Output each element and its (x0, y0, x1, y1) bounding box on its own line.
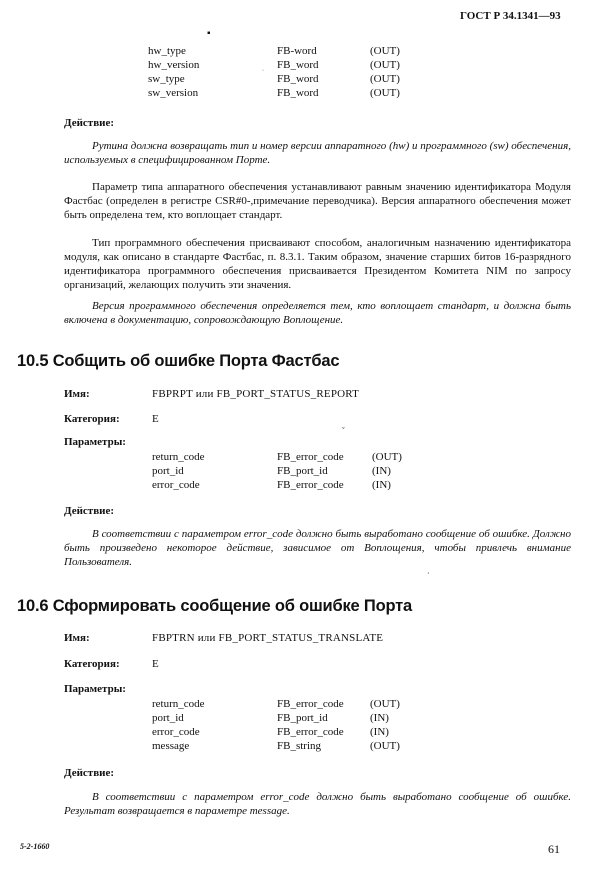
param-name: port_id (152, 712, 184, 724)
section-heading: 10.6 Сформировать сообщение об ошибке Порта (17, 597, 412, 615)
paragraph: Тип программного обеспечения присваивают способом, аналогичным назначению идентификатора модуля, как описано в стандарте Фастбас, п. 8.3.1. Таким образом, значение старших битов 16-разрядного идентификатора программного обеспечения присваивается Президентом Комитета NIM по запросу организаций, желающих получить эти значения. (64, 237, 571, 291)
param-name: hw_version (148, 59, 200, 71)
category-value: E (152, 413, 159, 425)
action-text: Рутина должна возвращать тип и номер версии аппаратного (hw) и программного (sw) обеспечения, используемых в специфицированном Порте. (64, 140, 571, 166)
params-label: Параметры: (64, 683, 126, 695)
paragraph-italic: Версия программного обеспечения определяется тем, кто воплощает стандарт, и должна быть включена в документацию, сопровождающую Воплощение. (64, 300, 571, 326)
param-dir: (OUT) (370, 87, 400, 99)
scan-speck: · (427, 569, 430, 578)
param-name: return_code (152, 451, 205, 463)
name-label: Имя: (64, 632, 90, 644)
param-dir: (IN) (372, 465, 391, 477)
param-type: FB_word (277, 59, 319, 71)
section-heading: 10.5 Собщить об ошибке Порта Фастбас (17, 352, 340, 370)
param-type: FB_error_code (277, 451, 344, 463)
footer-print-code: 5-2-1660 (20, 842, 50, 851)
params-label: Параметры: (64, 436, 126, 448)
scan-speck: ˇ (342, 426, 345, 435)
scan-speck: ▪ (207, 28, 211, 39)
name-value: FBPTRN или FB_PORT_STATUS_TRANSLATE (152, 632, 384, 644)
paragraph: Параметр типа аппаратного обеспечения устанавливают равным значению идентификатора Модуля Фастбас (определен в регистре CSR#0-,примечание переводчика). Версия аппаратного обеспечения может быть определена тем, кто воплощает стандарт. (64, 181, 571, 221)
param-name: sw_version (148, 87, 199, 99)
action-label: Действие: (64, 767, 115, 779)
param-dir: (IN) (370, 726, 389, 738)
category-label: Категория: (64, 658, 120, 670)
page-number: 61 (548, 842, 560, 856)
param-name: hw_type (148, 45, 186, 57)
action-text: В соответствии с параметром error_code должно быть выработано сообщение об ошибке. Должно быть произведено некоторое действие, зависимое от Воплощения, чтобы привлечь внимание Пользователя. (64, 528, 571, 568)
param-type: FB_string (277, 740, 322, 752)
param-dir: (OUT) (370, 740, 400, 752)
param-name: message (152, 740, 190, 752)
param-dir: (OUT) (370, 73, 400, 85)
param-dir: (IN) (372, 479, 391, 491)
param-dir: (OUT) (370, 698, 400, 710)
param-name: sw_type (148, 73, 185, 85)
param-type: FB_word (277, 87, 319, 99)
param-dir: (OUT) (370, 59, 400, 71)
document-header: ГОСТ Р 34.1341—93 (460, 10, 561, 22)
category-label: Категория: (64, 413, 120, 425)
action-text: В соответствии с параметром error_code должно быть выработано сообщение об ошибке. Результат возвращается в параметре message. (64, 791, 571, 817)
param-type: FB_port_id (277, 465, 328, 477)
param-dir: (OUT) (372, 451, 402, 463)
param-type: FB_error_code (277, 479, 344, 491)
param-dir: (IN) (370, 712, 389, 724)
param-name: return_code (152, 698, 205, 710)
param-type: FB_error_code (277, 726, 344, 738)
param-type: FB-word (277, 45, 317, 57)
name-label: Имя: (64, 388, 90, 400)
action-label: Действие: (64, 505, 115, 517)
action-label: Действие: (64, 117, 115, 129)
name-value: FBPRPT или FB_PORT_STATUS_REPORT (152, 388, 360, 400)
param-type: FB_error_code (277, 698, 344, 710)
param-dir: (OUT) (370, 45, 400, 57)
param-name: port_id (152, 465, 184, 477)
param-type: FB_port_id (277, 712, 328, 724)
param-name: error_code (152, 479, 200, 491)
category-value: E (152, 658, 159, 670)
scan-speck: · (262, 68, 264, 74)
param-name: error_code (152, 726, 200, 738)
param-type: FB_word (277, 73, 319, 85)
